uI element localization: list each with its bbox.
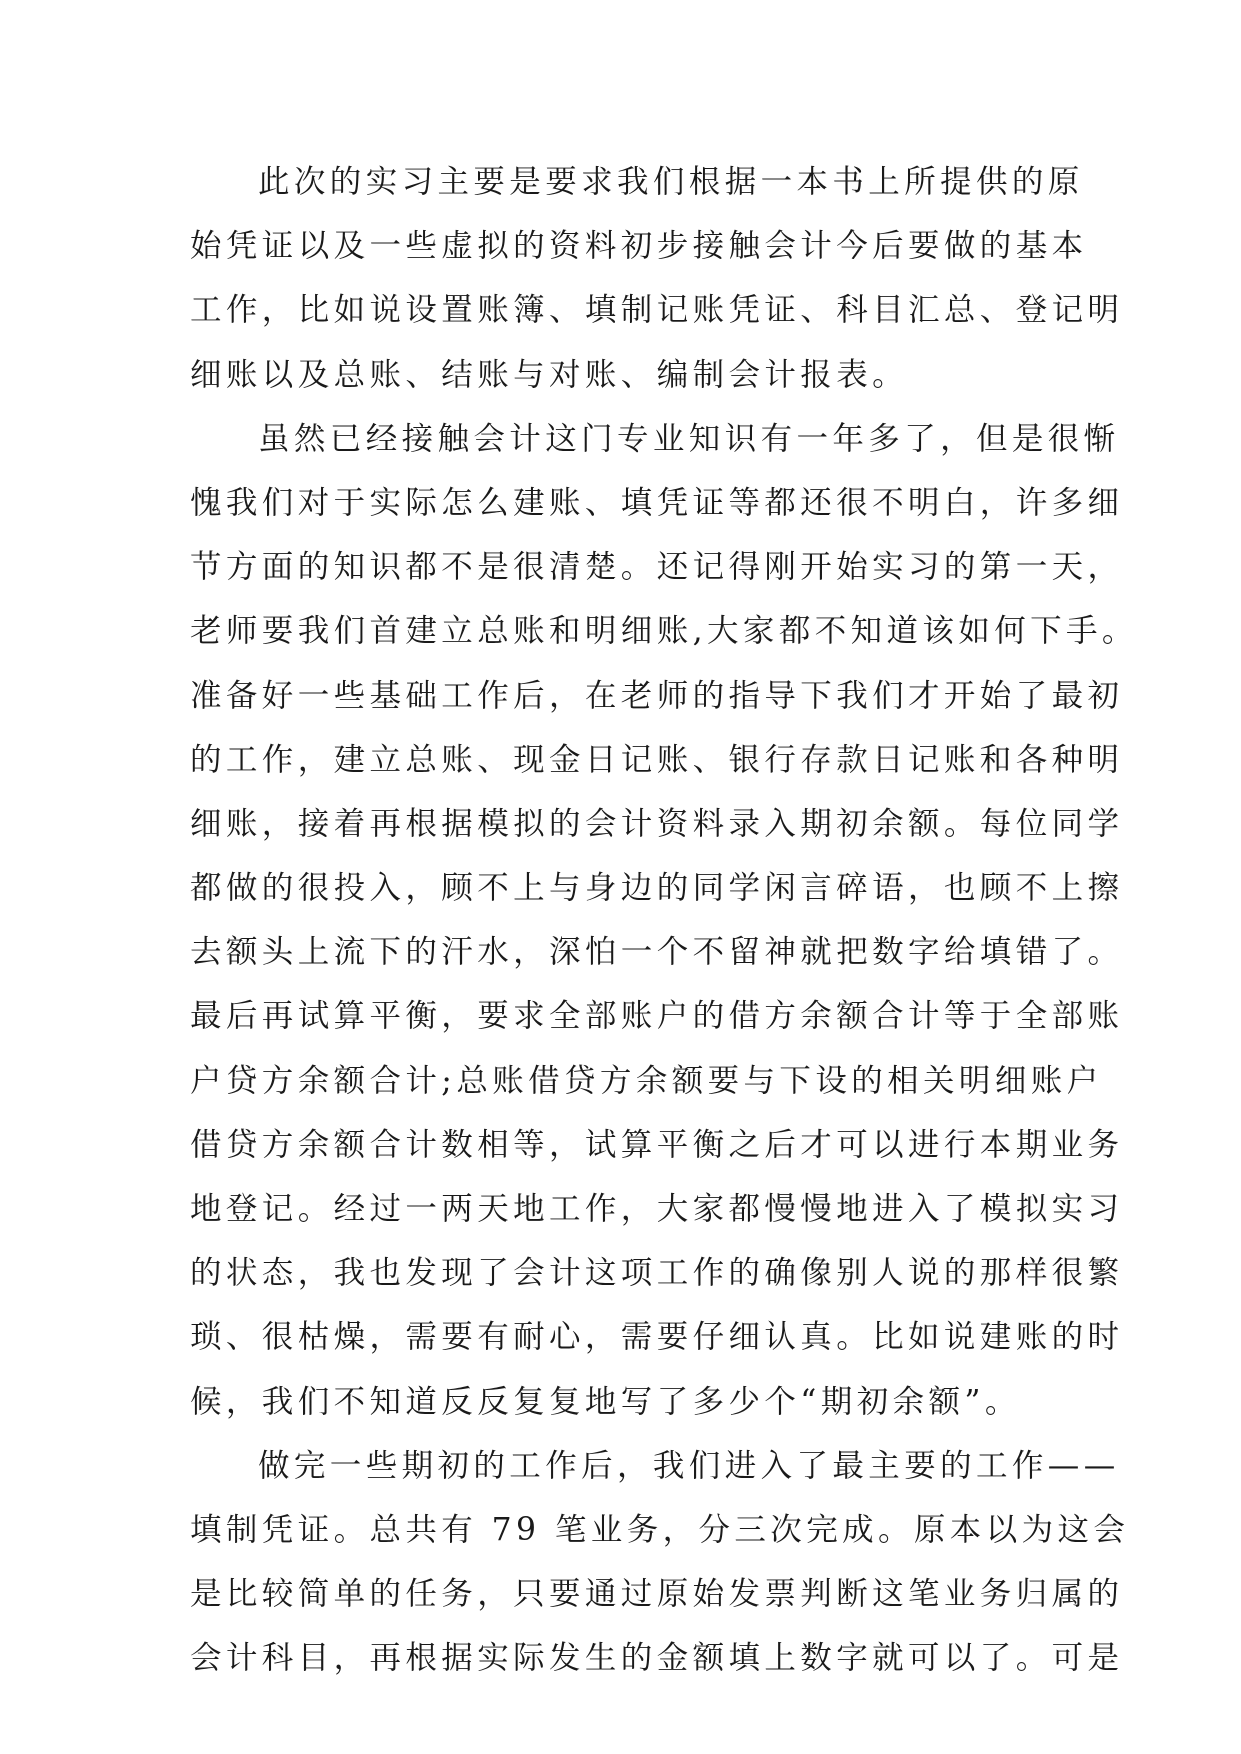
paragraph-1 xyxy=(190,150,1124,407)
text-line: 户贷方余额合计;总账借贷方余额要与下设的相关明细账户 xyxy=(190,1062,1103,1099)
text-line: 虽然已经接触会计这门专业知识有一年多了，但是很惭 xyxy=(258,420,1120,457)
text-line: 工作，比如说设置账簿、填制记账凭证、科目汇总、登记明 xyxy=(190,292,1124,329)
text-line: 填制凭证。总共有 79 笔业务，分三次完成。原本以为这会 xyxy=(190,1511,1130,1548)
text-line: 候，我们不知道反反复复地写了多少个“期初余额”。 xyxy=(190,1383,1021,1420)
text-line: 琐、很枯燥，需要有耐心，需要仔细认真。比如说建账的时 xyxy=(190,1319,1124,1356)
text-line: 此次的实习主要是要求我们根据一本书上所提供的原 xyxy=(258,164,1084,200)
paragraph-3 xyxy=(190,1434,1130,1691)
text-line: 老师要我们首建立总账和明细账,大家都不知道该如何下手。 xyxy=(190,613,1138,650)
text-line: 细账，接着再根据模拟的会计资料录入期初余额。每位同学 xyxy=(190,805,1124,842)
text-line: 节方面的知识都不是很清楚。还记得刚开始实习的第一天， xyxy=(190,549,1124,586)
text-line: 准备好一些基础工作后，在老师的指导下我们才开始了最初 xyxy=(190,677,1124,714)
paragraph-2 xyxy=(190,407,1138,1434)
text-line: 借贷方余额合计数相等，试算平衡之后才可以进行本期业务 xyxy=(190,1126,1124,1163)
text-line: 是比较简单的任务，只要通过原始发票判断这笔业务归属的 xyxy=(190,1576,1124,1613)
text-line: 始凭证以及一些虚拟的资料初步接触会计今后要做的基本 xyxy=(190,228,1088,265)
text-line: 愧我们对于实际怎么建账、填凭证等都还很不明白，许多细 xyxy=(190,484,1124,521)
text-line: 地登记。经过一两天地工作，大家都慢慢地进入了模拟实习 xyxy=(190,1191,1124,1227)
text-line: 去额头上流下的汗水，深怕一个不留神就把数字给填错了。 xyxy=(190,934,1124,971)
text-line: 会计科目，再根据实际发生的金额填上数字就可以了。可是 xyxy=(190,1640,1124,1677)
document-body xyxy=(190,150,1138,1691)
text-line: 的工作，建立总账、现金日记账、银行存款日记账和各种明 xyxy=(190,741,1124,778)
text-line: 的状态，我也发现了会计这项工作的确像别人说的那样很繁 xyxy=(190,1255,1124,1292)
text-line: 细账以及总账、结账与对账、编制会计报表。 xyxy=(190,356,909,393)
text-line: 都做的很投入，顾不上与身边的同学闲言碎语，也顾不上擦 xyxy=(190,870,1124,907)
text-line: 最后再试算平衡，要求全部账户的借方余额合计等于全部账 xyxy=(190,998,1124,1035)
text-line: 做完一些期初的工作后，我们进入了最主要的工作—— xyxy=(258,1447,1120,1484)
